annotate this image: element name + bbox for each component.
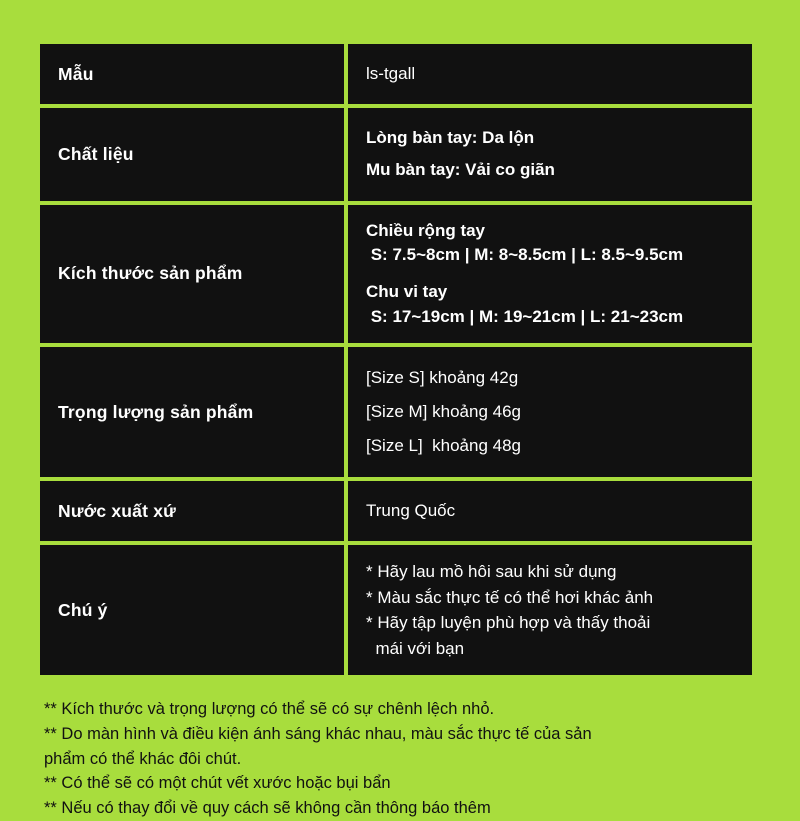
table-row bbox=[40, 108, 752, 201]
spec-value-line: Chu vi tay bbox=[366, 281, 448, 301]
spec-value-line: Mu bàn tay: Vải co giãn bbox=[366, 160, 555, 180]
footnote-line: ** Có thể sẽ có một chút vết xước hoặc bụi bẩn bbox=[44, 774, 391, 793]
spec-value-weight bbox=[348, 347, 752, 477]
spec-label-model: Mẫu bbox=[40, 44, 344, 104]
table-row bbox=[40, 205, 752, 344]
spec-value-line: ls-tgall bbox=[366, 63, 416, 83]
table-row bbox=[40, 44, 752, 104]
spec-value-line: mái với bạn bbox=[366, 638, 465, 658]
spec-value-dimensions bbox=[348, 205, 752, 344]
spec-value-material bbox=[348, 108, 752, 201]
footnote-line: ** Do màn hình và điều kiện ánh sáng khác nhau, màu sắc thực tế của sản bbox=[44, 724, 592, 743]
spec-value-line: S: 7.5~8cm | M: 8~8.5cm | L: 8.5~9.5cm bbox=[366, 245, 684, 265]
table-row bbox=[40, 545, 752, 675]
spec-value-origin bbox=[348, 481, 752, 541]
table-row bbox=[40, 347, 752, 477]
spec-value-line: * Hãy tập luyện phù hợp và thấy thoải bbox=[366, 613, 651, 633]
spec-label-dimensions: Kích thước sản phẩm bbox=[40, 205, 344, 344]
spec-value-line: Trung Quốc bbox=[366, 500, 456, 520]
spec-label-material: Chất liệu bbox=[40, 108, 344, 201]
table-row bbox=[40, 481, 752, 541]
spec-value-line: S: 17~19cm | M: 19~21cm | L: 21~23cm bbox=[366, 306, 684, 326]
specification-table-body bbox=[40, 44, 752, 675]
spec-value-notice bbox=[348, 545, 752, 675]
spec-value-line: [Size L] khoảng 48g bbox=[366, 436, 522, 456]
spec-value-line: Lòng bàn tay: Da lộn bbox=[366, 128, 535, 147]
spec-label-origin: Nước xuất xứ bbox=[40, 481, 344, 541]
footnote-line: phẩm có thể khác đôi chút. bbox=[44, 749, 242, 768]
footnote-line: ** Kích thước và trọng lượng có thể sẽ có sự chênh lệch nhỏ. bbox=[44, 700, 495, 719]
spec-value-line: * Màu sắc thực tế có thể hơi khác ảnh bbox=[366, 587, 654, 607]
spec-value-line: [Size M] khoảng 46g bbox=[366, 402, 521, 422]
specification-table bbox=[36, 40, 756, 679]
footnotes-block bbox=[40, 697, 760, 821]
spec-value-line: * Hãy lau mồ hôi sau khi sử dụng bbox=[366, 562, 617, 582]
spec-value-model bbox=[348, 44, 752, 104]
spec-value-line: [Size S] khoảng 42g bbox=[366, 368, 519, 388]
spec-label-notice: Chú ý bbox=[40, 545, 344, 675]
spec-value-line: Chiều rộng tay bbox=[366, 220, 486, 240]
spec-label-weight: Trọng lượng sản phẩm bbox=[40, 347, 344, 477]
footnote-line: ** Nếu có thay đổi về quy cách sẽ không cần thông báo thêm bbox=[44, 799, 491, 818]
